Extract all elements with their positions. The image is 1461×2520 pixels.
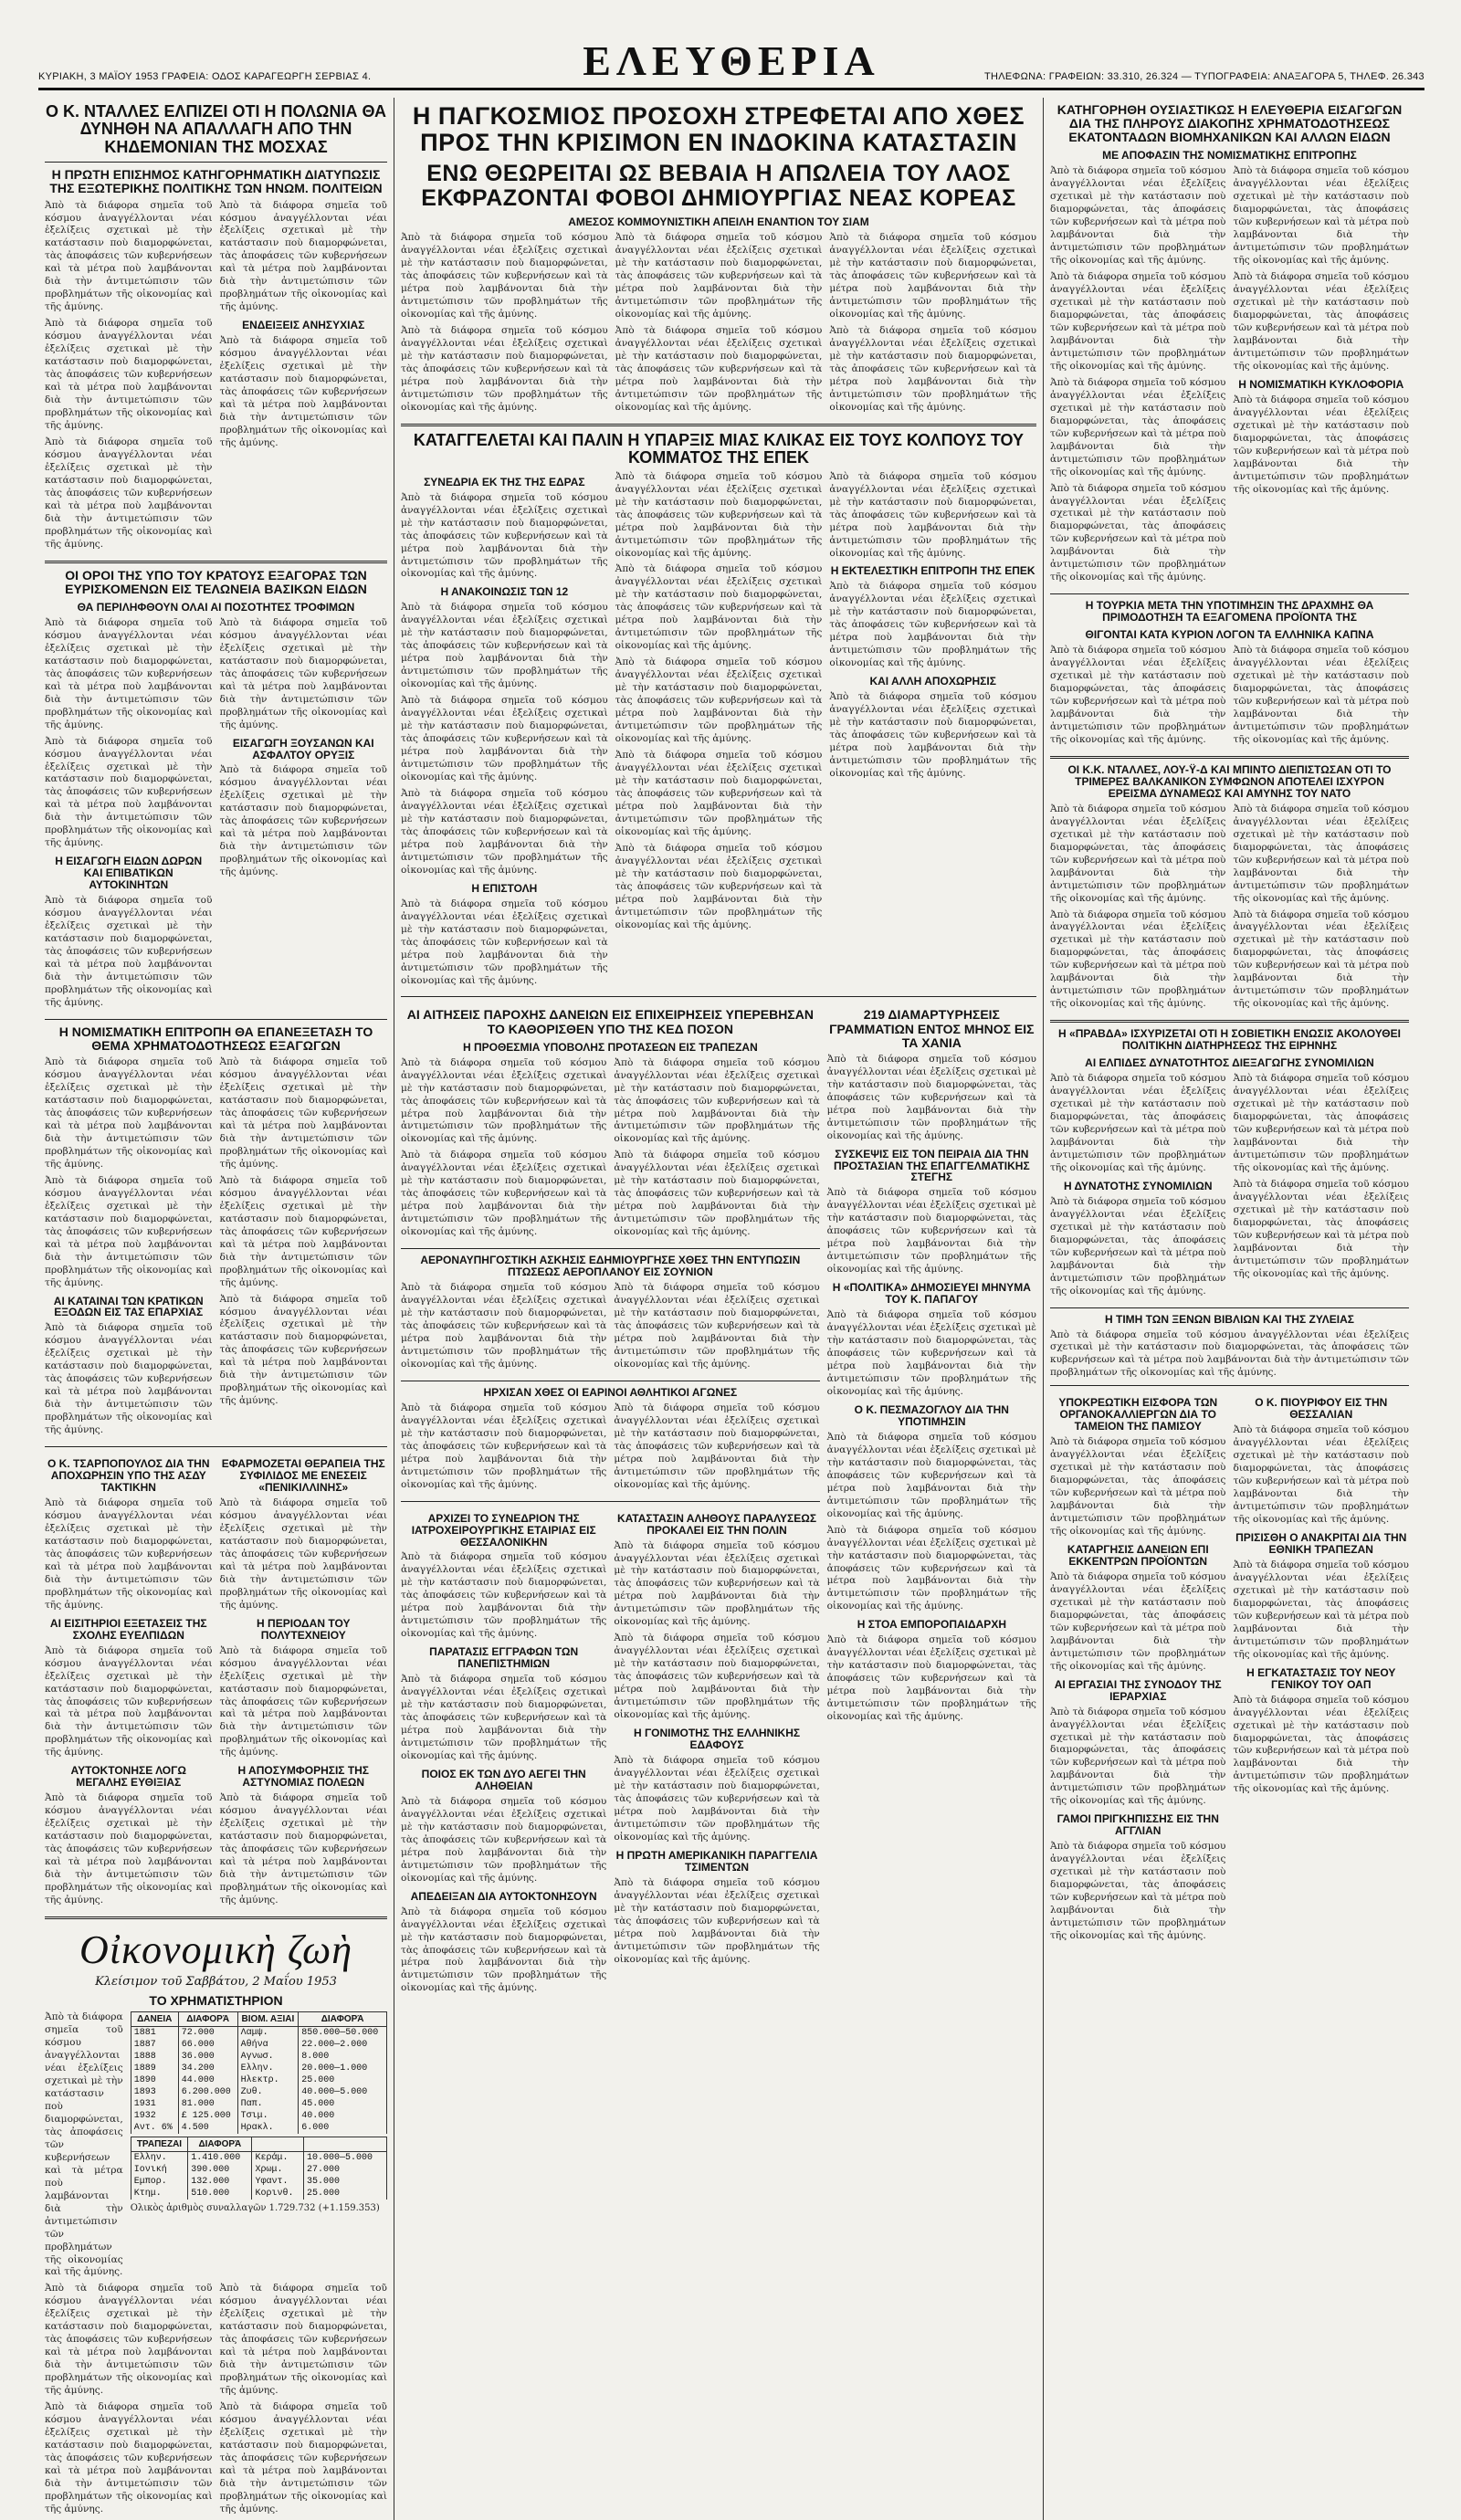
table-cell: Ζυθ.	[237, 2086, 299, 2098]
headline-spring-games: ΗΡΧΙΣΑΝ ΧΘΕΣ ΟΙ ΕΑΡΙΝΟΙ ΑΘΛΗΤΙΚΟΙ ΑΓΩΝΕΣ	[483, 1385, 738, 1399]
banner-indochina: Η ΠΑΓΚΟΣΜΙΟΣ ΠΡΟΣΟΧΗ ΣΤΡΕΦΕΤΑΙ ΑΠΟ ΧΘΕΣ ΠΡΟΣ ΤΗΝ ΚΡΙΣΙΜΟΝ ΕΝ ΙΝΔΟΚΙΝΑ ΚΑΤΑΣΤΑΣΙΝ	[412, 102, 1025, 157]
subheading-monetary-decision: ΜΕ ΑΠΟΦΑΣΙΝ ΤΗΣ ΝΟΜΙΣΜΑΤΙΚΗΣ ΕΠΙΤΡΟΠΗΣ	[1102, 149, 1357, 163]
table-row	[131, 2122, 386, 2134]
article-text: Ἀπὸ τὰ διάφορα σημεῖα τοῦ κόσμου ἀναγγέλλονται νέαι ἐξελίξεις σχετικαὶ μὲ τὴν κατάστασιν ποὺ διαμορφώνεται, τὰς ἀποφάσεις τῶν κυβερνήσεων καὶ τὰ μέτρα ποὺ λαμβάνονται διὰ τὴν ἀντιμετώπισιν τῶν προβλημάτων τῆς οἰκονομίας καὶ τῆς ἀμύνης.	[219, 764, 387, 878]
headline-stoa: Η ΣΤΟΑ ΕΜΠΟΡΟΠΑΙΔΑΡΧΗ	[857, 1618, 1006, 1632]
table-header-cell: ΔΙΑΦΟΡΆ	[178, 2012, 237, 2027]
article-text: Ἀπὸ τὰ διάφορα σημεῖα τοῦ κόσμου ἀναγγέλλονται νέαι ἐξελίξεις σχετικαὶ μὲ τὴν κατάστασιν ποὺ διαμορφώνεται, τὰς ἀποφάσεις τῶν κυβερνήσεων καὶ τὰ μέτρα ποὺ λαμβάνονται διὰ τὴν ἀντιμετώπισιν τῶν προβλημάτων τῆς οἰκονομίας καὶ τῆς ἀμύνης.	[401, 1282, 607, 1370]
article-text: Ἀπὸ τὰ διάφορα σημεῖα τοῦ κόσμου ἀναγγέλλονται νέαι ἐξελίξεις σχετικαὶ μὲ τὴν κατάστασιν ποὺ διαμορφώνεται, τὰς ἀποφάσεις τῶν κυβερνήσεων καὶ τὰ μέτρα ποὺ λαμβάνονται διὰ τὴν ἀντιμετώπισιν τῶν προβλημάτων τῆς οἰκονομίας καὶ τῆς ἀμύνης.	[615, 325, 823, 413]
stock-table-banks	[131, 2137, 387, 2200]
article-text: Ἀπὸ τὰ διάφορα σημεῖα τοῦ κόσμου ἀναγγέλλονται νέαι ἐξελίξεις σχετικαὶ μὲ τὴν κατάστασιν ποὺ διαμορφώνεται, τὰς ἀποφάσεις τῶν κυβερνήσεων καὶ τὰ μέτρα ποὺ λαμβάνονται διὰ τὴν ἀντιμετώπισιν τῶν προβλημάτων τῆς οἰκονομίας καὶ τῆς ἀμύνης.	[826, 1053, 1036, 1141]
subheading-import-gifts: Η ΕΙΣΑΓΩΓΗ ΕΙΔΩΝ ΔΩΡΩΝ ΚΑΙ ΕΠΙΒΑΤΙΚΩΝ ΑΥΤΟΚΙΝΗΤΩΝ	[55, 855, 203, 892]
headline-dulles-poland: Ο Κ. ΝΤΑΛΛΕΣ ΕΛΠΙΖΕΙ ΟΤΙ Η ΠΟΛΩΝΙΑ ΘΑ ΔΥΝΗΘΗ ΝΑ ΑΠΑΛΛΑΓΗ ΑΠΟ ΤΗΝ ΚΗΔΕΜΟΝΙΑΝ ΤΗΣ ΜΟΣΧΑΣ	[46, 102, 386, 156]
table-cell: Κεράμ.	[252, 2152, 303, 2165]
table-cell: Αθήνα	[237, 2039, 299, 2051]
table-cell: Ηρακλ.	[237, 2122, 299, 2134]
table-cell: Ιονική	[131, 2164, 188, 2176]
table-cell: 132.000	[188, 2176, 252, 2188]
article-text: Ἀπὸ τὰ διάφορα σημεῖα τοῦ κόσμου ἀναγγέλλονται νέαι ἐξελίξεις σχετικαὶ μὲ τὴν κατάστασιν ποὺ διαμορφώνεται, τὰς ἀποφάσεις τῶν κυβερνήσεων καὶ τὰ μέτρα ποὺ λαμβάνονται διὰ τὴν ἀντιμετώπισιν τῶν προβλημάτων τῆς οἰκονομίας καὶ τῆς ἀμύνης.	[1233, 1178, 1409, 1279]
stock-table-bonds	[131, 2011, 387, 2134]
article-text: Ἀπὸ τὰ διάφορα σημεῖα τοῦ κόσμου ἀναγγέλλονται νέαι ἐξελίξεις σχετικαὶ μὲ τὴν κατάστασιν ποὺ διαμορφώνεται, τὰς ἀποφάσεις τῶν κυβερνήσεων καὶ τὰ μέτρα ποὺ λαμβάνονται διὰ τὴν ἀντιμετώπισιν τῶν προβλημάτων τῆς οἰκονομίας καὶ τῆς ἀμύνης.	[1233, 1424, 1409, 1526]
article-text: Ἀπὸ τὰ διάφορα σημεῖα τοῦ κόσμου ἀναγγέλλονται νέαι ἐξελίξεις σχετικαὶ μὲ τὴν κατάστασιν ποὺ διαμορφώνεται, τὰς ἀποφάσεις τῶν κυβερνήσεων καὶ τὰ μέτρα ποὺ λαμβάνονται διὰ τὴν ἀντιμετώπισιν τῶν προβλημάτων τῆς οἰκονομίας καὶ τῆς ἀμύνης.	[614, 1755, 820, 1843]
headline-piraeus-meeting: ΣΥΣΚΕΨΙΣ ΕΙΣ ΤΟΝ ΠΕΙΡΑΙΑ ΔΙΑ ΤΗΝ ΠΡΟΣΤΑΣΙΑΝ ΤΗΣ ΕΠΑΓΓΕΛΜΑΤΙΚΗΣ ΣΤΕΓΗΣ	[833, 1147, 1030, 1184]
article-text: Ἀπὸ τὰ διάφορα σημεῖα τοῦ κόσμου ἀναγγέλλονται νέαι ἐξελίξεις σχετικαὶ μὲ τὴν κατάστασιν ποὺ διαμορφώνεται, τὰς ἀποφάσεις τῶν κυβερνήσεων καὶ τὰ μέτρα ποὺ λαμβάνονται διὰ τὴν ἀντιμετώπισιν τῶν προβλημάτων τῆς οἰκονομίας καὶ τῆς ἀμύνης.	[219, 1174, 387, 1288]
article-text: Ἀπὸ τὰ διάφορα σημεῖα τοῦ κόσμου ἀναγγέλλονται νέαι ἐξελίξεις σχετικαὶ μὲ τὴν κατάστασιν ποὺ διαμορφώνεται, τὰς ἀποφάσεις τῶν κυβερνήσεων καὶ τὰ μέτρα ποὺ λαμβάνονται διὰ τὴν ἀντιμετώπισιν τῶν προβλημάτων τῆς οἰκονομίας καὶ τῆς ἀμύνης.	[401, 325, 608, 413]
table-cell: 1881	[131, 2027, 178, 2040]
article-text: Ἀπὸ τὰ διάφορα σημεῖα τοῦ κόσμου ἀναγγέλλονται νέαι ἐξελίξεις σχετικαὶ μὲ τὴν κατάστασιν ποὺ διαμορφώνεται, τὰς ἀποφάσεις τῶν κυβερνήσεων καὶ τὰ μέτρα ποὺ λαμβάνονται διὰ τὴν ἀντιμετώπισιν τῶν προβλημάτων τῆς οἰκονομίας καὶ τῆς ἀμύνης.	[829, 581, 1037, 669]
article-text: Ἀπὸ τὰ διάφορα σημεῖα τοῦ κόσμου ἀναγγέλλονται νέαι ἐξελίξεις σχετικαὶ μὲ τὴν κατάστασιν ποὺ διαμορφώνεται, τὰς ἀποφάσεις τῶν κυβερνήσεων καὶ τὰ μέτρα ποὺ λαμβάνονται διὰ τὴν ἀντιμετώπισιν τῶν προβλημάτων τῆς οἰκονομίας καὶ τῆς ἀμύνης.	[401, 1551, 607, 1640]
economic-life-date: Κλείσιμον τοῦ Σαββάτου, 2 Μαΐου 1953	[95, 1974, 337, 1989]
headline-university-registration: ΠΑΡΑΤΑΣΙΣ ΕΓΓΡΑΦΩΝ ΤΩΝ ΠΑΝΕΠΙΣΤΗΜΙΩΝ	[429, 1645, 579, 1671]
table-cell: 1888	[131, 2051, 178, 2063]
table-row	[131, 2188, 386, 2200]
headline-us-foreign-policy: Η ΠΡΩΤΗ ΕΠΙΣΗΜΟΣ ΚΑΤΗΓΟΡΗΜΑΤΙΚΗ ΔΙΑΤΥΠΩΣΙΣ ΤΗΣ ΕΞΩΤΕΡΙΚΗΣ ΠΟΛΙΤΙΚΗΣ ΤΩΝ ΗΝΩΜ. ΠΟΛΙΤΕΙΩΝ	[49, 167, 383, 196]
article-text: Ἀπὸ τὰ διάφορα σημεῖα τοῦ κόσμου ἀναγγέλλονται νέαι ἐξελίξεις σχετικαὶ μὲ τὴν κατάστασιν ποὺ διαμορφώνεται, τὰς ἀποφάσεις τῶν κυβερνήσεων καὶ τὰ μέτρα ποὺ λαμβάνονται διὰ τὴν ἀντιμετώπισιν τῶν προβλημάτων τῆς οἰκονομίας καὶ τῆς ἀμύνης.	[219, 335, 387, 448]
table-cell: Χρωμ.	[252, 2164, 303, 2176]
article-text: Ἀπὸ τὰ διάφορα σημεῖα τοῦ κόσμου ἀναγγέλλονται νέαι ἐξελίξεις σχετικαὶ μὲ τὴν κατάστασιν ποὺ διαμορφώνεται, τὰς ἀποφάσεις τῶν κυβερνήσεων καὶ τὰ μέτρα ποὺ λαμβάνονται διὰ τὴν ἀντιμετώπισιν τῶν προβλημάτων τῆς οἰκονομίας καὶ τῆς ἀμύνης.	[1233, 803, 1409, 904]
page-columns	[38, 98, 1424, 2520]
table-cell: 6.200.000	[178, 2086, 237, 2098]
article-text: Ἀπὸ τὰ διάφορα σημεῖα τοῦ κόσμου ἀναγγέλλονται νέαι ἐξελίξεις σχετικαὶ μὲ τὴν κατάστασιν ποὺ διαμορφώνεται, τὰς ἀποφάσεις τῶν κυβερνήσεων καὶ τὰ μέτρα ποὺ λαμβάνονται διὰ τὴν ἀντιμετώπισιν τῶν προβλημάτων τῆς οἰκονομίας καὶ τῆς ἀμύνης.	[1050, 908, 1226, 1010]
table-cell: 6.000	[299, 2122, 387, 2134]
subheading-asphalt: ΕΙΣΑΓΩΓΗ ΞΟΥΣΑΝΩΝ ΚΑΙ ΑΣΦΑΛΤΟΥ ΟΡΥΞΙΣ	[232, 736, 374, 761]
table-row	[131, 2074, 386, 2086]
article-text: Ἀπὸ τὰ διάφορα σημεῖα τοῦ κόσμου ἀναγγέλλονται νέαι ἐξελίξεις σχετικαὶ μὲ τὴν κατάστασιν ποὺ διαμορφώνεται, τὰς ἀποφάσεις τῶν κυβερνήσεων καὶ τὰ μέτρα ποὺ λαμβάνονται διὰ τὴν ἀντιμετώπισιν τῶν προβλημάτων τῆς οἰκονομίας καὶ τῆς ἀμύνης.	[219, 1056, 387, 1170]
article-text: Ἀπὸ τὰ διάφορα σημεῖα τοῦ κόσμου ἀναγγέλλονται νέαι ἐξελίξεις σχετικαὶ μὲ τὴν κατάστασιν ποὺ διαμορφώνεται, τὰς ἀποφάσεις τῶν κυβερνήσεων καὶ τὰ μέτρα ποὺ λαμβάνονται διὰ τὴν ἀντιμετώπισιν τῶν προβλημάτων τῆς οἰκονομίας καὶ τῆς ἀμύνης.	[1050, 1436, 1226, 1538]
subheading-state-expenses: ΑΙ ΚΑΤΑΙΝΑΙ ΤΩΝ ΚΡΑΤΙΚΩΝ ΕΞΟΔΩΝ ΕΙΣ ΤΑΣ ΕΠΑΡΧΙΑΣ	[53, 1294, 204, 1319]
article-text: Ἀπὸ τὰ διάφορα σημεῖα τοῦ κόσμου ἀναγγέλλονται νέαι ἐξελίξεις σχετικαὶ μὲ τὴν κατάστασιν ποὺ διαμορφώνεται, τὰς ἀποφάσεις τῶν κυβερνήσεων καὶ τὰ μέτρα ποὺ λαμβάνονται διὰ τὴν ἀντιμετώπισιν τῶν προβλημάτων τῆς οἰκονομίας καὶ τῆς ἀμύνης.	[401, 695, 608, 782]
article-text: Ἀπὸ τὰ διάφορα σημεῖα τοῦ κόσμου ἀναγγέλλονται νέαι ἐξελίξεις σχετικαὶ μὲ τὴν κατάστασιν ποὺ διαμορφώνεται, τὰς ἀποφάσεις τῶν κυβερνήσεων καὶ τὰ μέτρα ποὺ λαμβάνονται διὰ τὴν ἀντιμετώπισιν τῶν προβλημάτων τῆς οἰκονομίας καὶ τῆς ἀμύνης.	[615, 656, 823, 745]
article-text: Ἀπὸ τὰ διάφορα σημεῖα τοῦ κόσμου ἀναγγέλλονται νέαι ἐξελίξεις σχετικαὶ μὲ τὴν κατάστασιν ποὺ διαμορφώνεται, τὰς ἀποφάσεις τῶν κυβερνήσεων καὶ τὰ μέτρα ποὺ λαμβάνονται διὰ τὴν ἀντιμετώπισιν τῶν προβλημάτων τῆς οἰκονομίας καὶ τῆς ἀμύνης.	[219, 2283, 387, 2397]
subheading-letter: Η ΕΠΙΣΤΟΛΗ	[471, 881, 538, 895]
table-header-cell: ΔΙΑΦΟΡΆ	[188, 2137, 252, 2152]
headline-police: Η ΑΠΟΣΥΜΦΟΡΗΣΙΣ ΤΗΣ ΑΣΤΥΝΟΜΙΑΣ ΠΟΛΕΩΝ	[237, 1764, 370, 1790]
table-cell: 40.000—5.000	[299, 2086, 387, 2098]
table-cell: Εμπορ.	[131, 2176, 188, 2188]
table-cell: 25.000	[299, 2074, 387, 2086]
headline-foreign-books: Η ΤΙΜΗ ΤΩΝ ΞΕΝΩΝ ΒΙΒΛΙΩΝ ΚΑΙ ΤΗΣ ΖΥΛΕΙΑΣ	[1104, 1312, 1355, 1326]
article-text: Ἀπὸ τὰ διάφορα σημεῖα τοῦ κόσμου ἀναγγέλλονται νέαι ἐξελίξεις σχετικαὶ μὲ τὴν κατάστασιν ποὺ διαμορφώνεται, τὰς ἀποφάσεις τῶν κυβερνήσεων καὶ τὰ μέτρα ποὺ λαμβάνονται διὰ τὴν ἀντιμετώπισιν τῶν προβλημάτων τῆς οἰκονομίας καὶ τῆς ἀμύνης.	[826, 1524, 1036, 1612]
economic-life-title: Οἰκονομικὴ ζωὴ	[79, 1927, 353, 1972]
article-text: Ἀπὸ τὰ διάφορα σημεῖα τοῦ κόσμου ἀναγγέλλονται νέαι ἐξελίξεις σχετικαὶ μὲ τὴν κατάστασιν ποὺ διαμορφώνεται, τὰς ἀποφάσεις τῶν κυβερνήσεων καὶ τὰ μέτρα ποὺ λαμβάνονται διὰ τὴν ἀντιμετώπισιν τῶν προβλημάτων τῆς οἰκονομίας καὶ τῆς ἀμύνης.	[45, 2011, 123, 2278]
table-cell: 510.000	[188, 2188, 252, 2200]
table-row	[131, 2152, 386, 2165]
table-cell: 25.000	[303, 2188, 386, 2200]
subheading-announcement-12: Η ΑΝΑΚΟΙΝΩΣΙΣ ΤΩΝ 12	[440, 585, 569, 599]
headline-aviation-exercise: ΑΕΡΟΝΑΥΠΗΓΟΣΤΙΚΗ ΑΣΚΗΣΙΣ ΕΔΗΜΙΟΥΡΓΗΣΕ ΧΘΕΣ ΤΗΝ ΕΝΤΥΠΩΣΙΝ ΠΤΩΣΕΩΣ ΑΕΡΟΠΛΑΝΟΥ ΕΙΣ ΣΟΥΝΙΟΝ	[420, 1254, 801, 1279]
article-text: Ἀπὸ τὰ διάφορα σημεῖα τοῦ κόσμου ἀναγγέλλονται νέαι ἐξελίξεις σχετικαὶ μὲ τὴν κατάστασιν ποὺ διαμορφώνεται, τὰς ἀποφάσεις τῶν κυβερνήσεων καὶ τὰ μέτρα ποὺ λαμβάνονται διὰ τὴν ἀντιμετώπισιν τῶν προβλημάτων τῆς οἰκονομίας καὶ τῆς ἀμύνης.	[401, 1402, 607, 1490]
table-cell: 1.410.000	[188, 2152, 252, 2165]
table-cell: 4.500	[178, 2122, 237, 2134]
article-text: Ἀπὸ τὰ διάφορα σημεῖα τοῦ κόσμου ἀναγγέλλονται νέαι ἐξελίξεις σχετικαὶ μὲ τὴν κατάστασιν ποὺ διαμορφώνεται, τὰς ἀποφάσεις τῶν κυβερνήσεων καὶ τὰ μέτρα ποὺ λαμβάνονται διὰ τὴν ἀντιμετώπισιν τῶν προβλημάτων τῆς οἰκονομίας καὶ τῆς ἀμύνης.	[615, 232, 823, 320]
article-text: Ἀπὸ τὰ διάφορα σημεῖα τοῦ κόσμου ἀναγγέλλονται νέαι ἐξελίξεις σχετικαὶ μὲ τὴν κατάστασιν ποὺ διαμορφώνεται, τὰς ἀποφάσεις τῶν κυβερνήσεων καὶ τὰ μέτρα ποὺ λαμβάνονται διὰ τὴν ἀντιμετώπισιν τῶν προβλημάτων τῆς οἰκονομίας καὶ τῆς ἀμύνης.	[219, 2401, 387, 2515]
headline-surgical-congress: ΑΡΧΙΖΕΙ ΤΟ ΣΥΝΕΔΡΙΟΝ ΤΗΣ ΙΑΤΡΟΧΕΙΡΟΥΡΓΙΚΗΣ ΕΤΑΙΡΙΑΣ ΕΙΣ ΘΕΣΣΑΛΟΝΙΚΗΝ	[411, 1511, 596, 1549]
headline-pesmazoglou: Ο Κ. ΠΕΣΜΑΖΟΓΛΟΥ ΔΙΑ ΤΗΝ ΥΠΟΤΙΜΗΣΙΝ	[854, 1402, 1009, 1428]
article-text: Ἀπὸ τὰ διάφορα σημεῖα τοῦ κόσμου ἀναγγέλλονται νέαι ἐξελίξεις σχετικαὶ μὲ τὴν κατάστασιν ποὺ διαμορφώνεται, τὰς ἀποφάσεις τῶν κυβερνήσεων καὶ τὰ μέτρα ποὺ λαμβάνονται διὰ τὴν ἀντιμετώπισιν τῶν προβλημάτων τῆς οἰκονομίας καὶ τῆς ἀμύνης.	[45, 2283, 213, 2397]
table-cell: 40.000	[299, 2110, 387, 2122]
article-text: Ἀπὸ τὰ διάφορα σημεῖα τοῦ κόσμου ἀναγγέλλονται νέαι ἐξελίξεις σχετικαὶ μὲ τὴν κατάστασιν ποὺ διαμορφώνεται, τὰς ἀποφάσεις τῶν κυβερνήσεων καὶ τὰ μέτρα ποὺ λαμβάνονται διὰ τὴν ἀντιμετώπισιν τῶν προβλημάτων τῆς οἰκονομίας καὶ τῆς ἀμύνης.	[1233, 1073, 1409, 1173]
headline-chania-protests: 219 ΔΙΑΜΑΡΤΥΡΗΣΕΙΣ ΓΡΑΜΜΑΤΙΩΝ ΕΝΤΟΣ ΜΗΝΟΣ ΕΙΣ ΤΑ ΧΑΝΙΑ	[829, 1007, 1035, 1050]
article-text: Ἀπὸ τὰ διάφορα σημεῖα τοῦ κόσμου ἀναγγέλλονται νέαι ἐξελίξεις σχετικαὶ μὲ τὴν κατάστασιν ποὺ διαμορφώνεται, τὰς ἀποφάσεις τῶν κυβερνήσεων καὶ τὰ μέτρα ποὺ λαμβάνονται διὰ τὴν ἀντιμετώπισιν τῶν προβλημάτων τῆς οἰκονομίας καὶ τῆς ἀμύνης.	[219, 1497, 387, 1611]
article-text: Ἀπὸ τὰ διάφορα σημεῖα τοῦ κόσμου ἀναγγέλλονται νέαι ἐξελίξεις σχετικαὶ μὲ τὴν κατάστασιν ποὺ διαμορφώνεται, τὰς ἀποφάσεις τῶν κυβερνήσεων καὶ τὰ μέτρα ποὺ λαμβάνονται διὰ τὴν ἀντιμετώπισιν τῶν προβλημάτων τῆς οἰκονομίας καὶ τῆς ἀμύνης.	[614, 1150, 820, 1238]
table-row	[131, 2098, 386, 2110]
article-text: Ἀπὸ τὰ διάφορα σημεῖα τοῦ κόσμου ἀναγγέλλονται νέαι ἐξελίξεις σχετικαὶ μὲ τὴν κατάστασιν ποὺ διαμορφώνεται, τὰς ἀποφάσεις τῶν κυβερνήσεων καὶ τὰ μέτρα ποὺ λαμβάνονται διὰ τὴν ἀντιμετώπισιν τῶν προβλημάτων τῆς οἰκονομίας καὶ τῆς ἀμύνης.	[615, 563, 823, 652]
article-text: Ἀπὸ τὰ διάφορα σημεῖα τοῦ κόσμου ἀναγγέλλονται νέαι ἐξελίξεις σχετικαὶ μὲ τὴν κατάστασιν ποὺ διαμορφώνεται, τὰς ἀποφάσεις τῶν κυβερνήσεων καὶ τὰ μέτρα ποὺ λαμβάνονται διὰ τὴν ἀντιμετώπισιν τῶν προβλημάτων τῆς οἰκονομίας καὶ τῆς ἀμύνης.	[614, 1402, 820, 1490]
article-text: Ἀπὸ τὰ διάφορα σημεῖα τοῦ κόσμου ἀναγγέλλονται νέαι ἐξελίξεις σχετικαὶ μὲ τὴν κατάστασιν ποὺ διαμορφώνεται, τὰς ἀποφάσεις τῶν κυβερνήσεων καὶ τὰ μέτρα ποὺ λαμβάνονται διὰ τὴν ἀντιμετώπισιν τῶν προβλημάτων τῆς οἰκονομίας καὶ τῆς ἀμύνης.	[826, 1187, 1036, 1276]
subheading-possibility: Η ΔΥΝΑΤΟΤΗΣ ΣΥΝΟΜΙΛΙΩΝ	[1063, 1179, 1213, 1192]
headline-national-bank: ΠΡΙΣΙΣΘΗ Ο ΑΝΑΚΡΙΤΑΙ ΔΙΑ ΤΗΝ ΕΘΝΙΚΗ ΤΡΑΠΕΖΑΝ	[1235, 1531, 1407, 1556]
article-text: Ἀπὸ τὰ διάφορα σημεῖα τοῦ κόσμου ἀναγγέλλονται νέαι ἐξελίξεις σχετικαὶ μὲ τὴν κατάστασιν ποὺ διαμορφώνεται, τὰς ἀποφάσεις τῶν κυβερνήσεων καὶ τὰ μέτρα ποὺ λαμβάνονται διὰ τὴν ἀντιμετώπισιν τῶν προβλημάτων τῆς οἰκονομίας καὶ τῆς ἀμύνης.	[615, 750, 823, 837]
article-text: Ἀπὸ τὰ διάφορα σημεῖα τοῦ κόσμου ἀναγγέλλονται νέαι ἐξελίξεις σχετικαὶ μὲ τὴν κατάστασιν ποὺ διαμορφώνεται, τὰς ἀποφάσεις τῶν κυβερνήσεων καὶ τὰ μέτρα ποὺ λαμβάνονται διὰ τὴν ἀντιμετώπισιν τῶν προβλημάτων τῆς οἰκονομίας καὶ τῆς ἀμύνης.	[1050, 376, 1226, 478]
table-cell: 66.000	[178, 2039, 237, 2051]
table-cell: Αγνωσ.	[237, 2051, 299, 2063]
article-text: Ἀπὸ τὰ διάφορα σημεῖα τοῦ κόσμου ἀναγγέλλονται νέαι ἐξελίξεις σχετικαὶ μὲ τὴν κατάστασιν ποὺ διαμορφώνεται, τὰς ἀποφάσεις τῶν κυβερνήσεων καὶ τὰ μέτρα ποὺ λαμβάνονται διὰ τὴν ἀντιμετώπισιν τῶν προβλημάτων τῆς οἰκονομίας καὶ τῆς ἀμύνης.	[1050, 1570, 1226, 1672]
table-cell: Κτημ.	[131, 2188, 188, 2200]
headline-suicide: ΑΥΤΟΚΤΟΝΗΣΕ ΛΟΓΩ ΜΕΓΑΛΗΣ ΕΥΘΙΞΙΑΣ	[70, 1764, 186, 1790]
article-text: Ἀπὸ τὰ διάφορα σημεῖα τοῦ κόσμου ἀναγγέλλονται νέαι ἐξελίξεις σχετικαὶ μὲ τὴν κατάστασιν ποὺ διαμορφώνεται, τὰς ἀποφάσεις τῶν κυβερνήσεων καὶ τὰ μέτρα ποὺ λαμβάνονται διὰ τὴν ἀντιμετώπισιν τῶν προβλημάτων τῆς οἰκονομίας καὶ τῆς ἀμύνης.	[45, 2401, 213, 2515]
article-text: Ἀπὸ τὰ διάφορα σημεῖα τοῦ κόσμου ἀναγγέλλονται νέαι ἐξελίξεις σχετικαὶ μὲ τὴν κατάστασιν ποὺ διαμορφώνεται, τὰς ἀποφάσεις τῶν κυβερνήσεων καὶ τὰ μέτρα ποὺ λαμβάνονται διὰ τὴν ἀντιμετώπισιν τῶν προβλημάτων τῆς οἰκονομίας καὶ τῆς ἀμύνης.	[1050, 482, 1226, 583]
table-cell: 1890	[131, 2074, 178, 2086]
article-text: Ἀπὸ τὰ διάφορα σημεῖα τοῦ κόσμου ἀναγγέλλονται νέαι ἐξελίξεις σχετικαὶ μὲ τὴν κατάστασιν ποὺ διαμορφώνεται, τὰς ἀποφάσεις τῶν κυβερνήσεων καὶ τὰ μέτρα ποὺ λαμβάνονται διὰ τὴν ἀντιμετώπισιν τῶν προβλημάτων τῆς οἰκονομίας καὶ τῆς ἀμύνης.	[829, 325, 1037, 413]
table-cell: Παπ.	[237, 2098, 299, 2110]
article-text: Ἀπὸ τὰ διάφορα σημεῖα τοῦ κόσμου ἀναγγέλλονται νέαι ἐξελίξεις σχετικαὶ μὲ τὴν κατάστασιν ποὺ διαμορφώνεται, τὰς ἀποφάσεις τῶν κυβερνήσεων καὶ τὰ μέτρα ποὺ λαμβάνονται διὰ τὴν ἀντιμετώπισιν τῶν προβλημάτων τῆς οἰκονομίας καὶ τῆς ἀμύνης.	[401, 1674, 607, 1761]
banner-laos-korea: ΕΝΩ ΘΕΩΡΕΙΤΑΙ ΩΣ ΒΕΒΑΙΑ Η ΑΠΩΛΕΙΑ ΤΟΥ ΛΑΟΣ ΕΚΦΡΑΖΟΝΤΑΙ ΦΟΒΟΙ ΔΗΜΙΟΥΡΓΙΑΣ ΝΕΑΣ ΚΟΡΕΑΣ	[421, 161, 1016, 212]
table-header-cell: ΔΙΑΦΟΡΆ	[299, 2012, 387, 2027]
article-text: Ἀπὸ τὰ διάφορα σημεῖα τοῦ κόσμου ἀναγγέλλονται νέαι ἐξελίξεις σχετικαὶ μὲ τὴν κατάστασιν ποὺ διαμορφώνεται, τὰς ἀποφάσεις τῶν κυβερνήσεων καὶ τὰ μέτρα ποὺ λαμβάνονται διὰ τὴν ἀντιμετώπισιν τῶν προβλημάτων τῆς οἰκονομίας καὶ τῆς ἀμύνης.	[1050, 1328, 1409, 1379]
masthead-phones: ΤΗΛΕΦΩΝΑ: ΓΡΑΦΕΙΩΝ: 33.310, 26.324 — ΤΥΠΟΓΡΑΦΕΙΑ: ΑΝΑΞΑΓΟΡΑ 5, ΤΗΛΕΦ. 26.343	[983, 71, 1424, 82]
table-cell: 1931	[131, 2098, 178, 2110]
article-text: Ἀπὸ τὰ διάφορα σημεῖα τοῦ κόσμου ἀναγγέλλονται νέαι ἐξελίξεις σχετικαὶ μὲ τὴν κατάστασιν ποὺ διαμορφώνεται, τὰς ἀποφάσεις τῶν κυβερνήσεων καὶ τὰ μέτρα ποὺ λαμβάνονται διὰ τὴν ἀντιμετώπισιν τῶν προβλημάτων τῆς οἰκονομίας καὶ τῆς ἀμύνης.	[1050, 1195, 1226, 1297]
headline-cadets-exams: ΑΙ ΕΙΣΙΤΗΡΙΟΙ ΕΞΕΤΑΣΕΙΣ ΤΗΣ ΣΧΟΛΗΣ ΕΥΕΛΠΙΔΩΝ	[49, 1616, 207, 1642]
newspaper-title: ΕΛΕΥΘΕΡΙΑ	[583, 37, 880, 84]
table-cell: £ 125.000	[178, 2110, 237, 2122]
headline-politika-message: Η «ΠΟΛΙΤΙΚΑ» ΔΗΜΟΣΙΕΥΕΙ ΜΗΝΥΜΑ ΤΟΥ Κ. ΠΑΠΑΓΟΥ	[832, 1281, 1031, 1307]
table-cell: Υφαντ.	[252, 2176, 303, 2188]
article-text: Ἀπὸ τὰ διάφορα σημεῖα τοῦ κόσμου ἀναγγέλλονται νέαι ἐξελίξεις σχετικαὶ μὲ τὴν κατάστασιν ποὺ διαμορφώνεται, τὰς ἀποφάσεις τῶν κυβερνήσεων καὶ τὰ μέτρα ποὺ λαμβάνονται διὰ τὴν ἀντιμετώπισιν τῶν προβλημάτων τῆς οἰκονομίας καὶ τῆς ἀμύνης.	[45, 436, 213, 550]
headline-balkan-pact: ΟΙ Κ.Κ. ΝΤΑΛΛΕΣ, ΛΟΥ-Ϋ-Δ ΚΑΙ ΜΠΙΝΤΟ ΔΙΕΠΙΣΤΩΣΑΝ ΟΤΙ ΤΟ ΤΡΙΜΕΡΕΣ ΒΑΛΚΑΝΙΚΟΝ ΣΥΜΦΩΝΟΝ ΑΠΟΤΕΛΕΙ ΙΣΧΥΡΟΝ ΕΡΕΙΣΜΑ ΔΥΝΑΜΕΩΣ ΚΑΙ ΑΜΥΝΗΣ ΤΟΥ ΝΑΤΟ	[1067, 762, 1392, 800]
headline-paralysis: ΚΑΤΑΣΤΑΣΙΝ ΑΛΗΘΟΥΣ ΠΑΡΑΛΥΣΕΩΣ ΠΡΟΚΑΛΕΙ ΕΙΣ ΤΗΝ ΠΟΛΙΝ	[616, 1511, 817, 1537]
article-text: Ἀπὸ τὰ διάφορα σημεῖα τοῦ κόσμου ἀναγγέλλονται νέαι ἐξελίξεις σχετικαὶ μὲ τὴν κατάστασιν ποὺ διαμορφώνεται, τὰς ἀποφάσεις τῶν κυβερνήσεων καὶ τὰ μέτρα ποὺ λαμβάνονται διὰ τὴν ἀντιμετώπισιν τῶν προβλημάτων τῆς οἰκονομίας καὶ τῆς ἀμύνης.	[45, 199, 213, 313]
article-text: Ἀπὸ τὰ διάφορα σημεῖα τοῦ κόσμου ἀναγγέλλονται νέαι ἐξελίξεις σχετικαὶ μὲ τὴν κατάστασιν ποὺ διαμορφώνεται, τὰς ἀποφάσεις τῶν κυβερνήσεων καὶ τὰ μέτρα ποὺ λαμβάνονται διὰ τὴν ἀντιμετώπισιν τῶν προβλημάτων τῆς οἰκονομίας καὶ τῆς ἀμύνης.	[1233, 1559, 1409, 1660]
column-left	[38, 98, 394, 2520]
article-text: Ἀπὸ τὰ διάφορα σημεῖα τοῦ κόσμου ἀναγγέλλονται νέαι ἐξελίξεις σχετικαὶ μὲ τὴν κατάστασιν ποὺ διαμορφώνεται, τὰς ἀποφάσεις τῶν κυβερνήσεων καὶ τὰ μέτρα ποὺ λαμβάνονται διὰ τὴν ἀντιμετώπισιν τῶν προβλημάτων τῆς οἰκονομίας καὶ τῆς ἀμύνης.	[45, 1792, 213, 1906]
table-header-cell: ΔΑΝΕΙΑ	[131, 2012, 178, 2027]
table-cell: 1889	[131, 2063, 178, 2074]
headline-pravda: Η «ΠΡΑΒΔΑ» ΙΣΧΥΡΙΖΕΤΑΙ ΟΤΙ Η ΣΟΒΙΕΤΙΚΗ ΕΝΩΣΙΣ ΑΚΟΛΟΥΘΕΙ ΠΟΛΙΤΙΚΗΝ ΔΙΑΤΗΡΗΣΕΩΣ ΤΗΣ ΕΙΡΗΝΗΣ	[1058, 1027, 1401, 1053]
subheading-food-quantities: ΘΑ ΠΕΡΙΛΗΦΘΟΥΝ ΟΛΑΙ ΑΙ ΠΟΣΟΤΗΤΕΣ ΤΡΟΦΙΜΩΝ	[77, 600, 355, 614]
table-cell: 8.000	[299, 2051, 387, 2063]
table-cell: 1887	[131, 2039, 178, 2051]
headline-oap-director: Η ΕΓΚΑΤΑΣΤΑΣΙΣ ΤΟΥ ΝΕΟΥ ΓΕΝΙΚΟΥ ΤΟΥ ΟΑΠ	[1246, 1665, 1396, 1691]
article-text: Ἀπὸ τὰ διάφορα σημεῖα τοῦ κόσμου ἀναγγέλλονται νέαι ἐξελίξεις σχετικαὶ μὲ τὴν κατάστασιν ποὺ διαμορφώνεται, τὰς ἀποφάσεις τῶν κυβερνήσεων καὶ τὰ μέτρα ποὺ λαμβάνονται διὰ τὴν ἀντιμετώπισιν τῶν προβλημάτων τῆς οἰκονομίας καὶ τῆς ἀμύνης.	[219, 1293, 387, 1407]
article-text: Ἀπὸ τὰ διάφορα σημεῖα τοῦ κόσμου ἀναγγέλλονται νέαι ἐξελίξεις σχετικαὶ μὲ τὴν κατάστασιν ποὺ διαμορφώνεται, τὰς ἀποφάσεις τῶν κυβερνήσεων καὶ τὰ μέτρα ποὺ λαμβάνονται διὰ τὴν ἀντιμετώπισιν τῶν προβλημάτων τῆς οἰκονομίας καὶ τῆς ἀμύνης.	[1233, 645, 1409, 745]
article-text: Ἀπὸ τὰ διάφορα σημεῖα τοῦ κόσμου ἀναγγέλλονται νέαι ἐξελίξεις σχετικαὶ μὲ τὴν κατάστασιν ποὺ διαμορφώνεται, τὰς ἀποφάσεις τῶν κυβερνήσεων καὶ τὰ μέτρα ποὺ λαμβάνονται διὰ τὴν ἀντιμετώπισιν τῶν προβλημάτων τῆς οἰκονομίας καὶ τῆς ἀμύνης.	[219, 616, 387, 730]
subheading-deadline: Η ΠΡΟΘΕΣΜΙΑ ΥΠΟΒΟΛΗΣ ΠΡΟΤΑΣΕΩΝ ΕΙΣ ΤΡΑΠΕΖΑΝ	[462, 1040, 758, 1054]
subheading-negotiations: ΑΙ ΕΛΠΙΔΕΣ ΔΥΝΑΤΟΤΗΤΟΣ ΔΙΕΞΑΓΩΓΗΣ ΣΥΝΟΜΙΛΙΩΝ	[1085, 1056, 1374, 1070]
subheading-currency-circulation: Η ΝΟΜΙΣΜΑΤΙΚΗ ΚΥΚΛΟΦΟΡΙΑ	[1238, 377, 1404, 391]
banner-siam: ΑΜΕΣΟΣ ΚΟΜΜΟΥΝΙΣΤΙΚΗ ΑΠΕΙΛΗ ΕΝΑΝΤΙΟΝ ΤΟΥ ΣΙΑΜ	[568, 215, 869, 229]
banner-epek-clique: ΚΑΤΑΓΓΕΛΕΤΑΙ ΚΑΙ ΠΑΛΙΝ Η ΥΠΑΡΞΙΣ ΜΙΑΣ ΚΛΙΚΑΣ ΕΙΣ ΤΟΥΣ ΚΟΛΠΟΥΣ ΤΟΥ ΚΟΜΜΑΤΟΣ ΤΗΣ ΕΠΕΚ	[413, 430, 1025, 467]
article-text: Ἀπὸ τὰ διάφορα σημεῖα τοῦ κόσμου ἀναγγέλλονται νέαι ἐξελίξεις σχετικαὶ μὲ τὴν κατάστασιν ποὺ διαμορφώνεται, τὰς ἀποφάσεις τῶν κυβερνήσεων καὶ τὰ μέτρα ποὺ λαμβάνονται διὰ τὴν ἀντιμετώπισιν τῶν προβλημάτων τῆς οἰκονομίας καὶ τῆς ἀμύνης.	[401, 1056, 607, 1145]
table-cell: 44.000	[178, 2074, 237, 2086]
table-cell: Ελλην.	[237, 2063, 299, 2074]
subheading-other-resignation: ΚΑΙ ΑΛΛΗ ΑΠΟΧΩΡΗΣΙΣ	[869, 675, 996, 688]
article-text: Ἀπὸ τὰ διάφορα σημεῖα τοῦ κόσμου ἀναγγέλλονται νέαι ἐξελίξεις σχετικαὶ μὲ τὴν κατάστασιν ποὺ διαμορφώνεται, τὰς ἀποφάσεις τῶν κυβερνήσεων καὶ τὰ μέτρα ποὺ λαμβάνονται διὰ τὴν ἀντιμετώπισιν τῶν προβλημάτων τῆς οἰκονομίας καὶ τῆς ἀμύνης.	[45, 735, 213, 849]
table-cell: Ελλην.	[131, 2152, 188, 2165]
table-cell: 27.000	[303, 2164, 386, 2176]
table-cell: 81.000	[178, 2098, 237, 2110]
table-header-cell: ΒΙΟΜ. ΑΞΙΑΙ	[237, 2012, 299, 2027]
article-text: Ἀπὸ τὰ διάφορα σημεῖα τοῦ κόσμου ἀναγγέλλονται νέαι ἐξελίξεις σχετικαὶ μὲ τὴν κατάστασιν ποὺ διαμορφώνεται, τὰς ἀποφάσεις τῶν κυβερνήσεων καὶ τὰ μέτρα ποὺ λαμβάνονται διὰ τὴν ἀντιμετώπισιν τῶν προβλημάτων τῆς οἰκονομίας καὶ τῆς ἀμύνης.	[401, 1795, 607, 1884]
headline-pamisos-fund: ΥΠΟΚΡΕΩΤΙΚΗ ΕΙΣΦΟΡΑ ΤΩΝ ΟΡΓΑΝΟΚΑΛΛΙΕΡΓΩΝ ΔΙΑ ΤΟ ΤΑΜΕΙΟΝ ΤΗΣ ΠΑΜΙΣΟΥ	[1058, 1396, 1218, 1433]
table-cell: 45.000	[299, 2098, 387, 2110]
headline-tsarpopoulos: Ο Κ. ΤΣΑΡΠΟΠΟΥΛΟΣ ΔΙΑ ΤΗΝ ΑΠΟΧΩΡΗΣΙΝ ΥΠΟ ΤΗΣ ΑΣΔΥ ΤΑΚΤΙΚΗΝ	[47, 1457, 210, 1495]
column-right	[1044, 98, 1415, 2520]
table-header-cell	[303, 2137, 386, 2152]
article-text: Ἀπὸ τὰ διάφορα σημεῖα τοῦ κόσμου ἀναγγέλλονται νέαι ἐξελίξεις σχετικαὶ μὲ τὴν κατάστασιν ποὺ διαμορφώνεται, τὰς ἀποφάσεις τῶν κυβερνήσεων καὶ τὰ μέτρα ποὺ λαμβάνονται διὰ τὴν ἀντιμετώπισιν τῶν προβλημάτων τῆς οἰκονομίας καὶ τῆς ἀμύνης.	[1050, 271, 1226, 372]
article-text: Ἀπὸ τὰ διάφορα σημεῖα τοῦ κόσμου ἀναγγέλλονται νέαι ἐξελίξεις σχετικαὶ μὲ τὴν κατάστασιν ποὺ διαμορφώνεται, τὰς ἀποφάσεις τῶν κυβερνήσεων καὶ τὰ μέτρα ποὺ λαμβάνονται διὰ τὴν ἀντιμετώπισιν τῶν προβλημάτων τῆς οἰκονομίας καὶ τῆς ἀμύνης.	[401, 1150, 607, 1238]
table-row	[131, 2086, 386, 2098]
article-text: Ἀπὸ τὰ διάφορα σημεῖα τοῦ κόσμου ἀναγγέλλονται νέαι ἐξελίξεις σχετικαὶ μὲ τὴν κατάστασιν ποὺ διαμορφώνεται, τὰς ἀποφάσεις τῶν κυβερνήσεων καὶ τὰ μέτρα ποὺ λαμβάνονται διὰ τὴν ἀντιμετώπισιν τῶν προβλημάτων τῆς οἰκονομίας καὶ τῆς ἀμύνης.	[614, 1056, 820, 1145]
headline-peurifoy: Ο Κ. ΠΙΟΥΡΙΦΟΥ ΕΙΣ ΤΗΝ ΘΕΣΣΑΛΙΑΝ	[1255, 1396, 1388, 1422]
table-cell: 35.000	[303, 2176, 386, 2188]
table-cell: 20.000—1.000	[299, 2063, 387, 2074]
subheading-executive-committee: Η ΕΚΤΕΛΕΣΤΙΚΗ ΕΠΙΤΡΟΠΗ ΤΗΣ ΕΠΕΚ	[830, 564, 1035, 578]
article-text: Ἀπὸ τὰ διάφορα σημεῖα τοῦ κόσμου ἀναγγέλλονται νέαι ἐξελίξεις σχετικαὶ μὲ τὴν κατάστασιν ποὺ διαμορφώνεται, τὰς ἀποφάσεις τῶν κυβερνήσεων καὶ τὰ μέτρα ποὺ λαμβάνονται διὰ τὴν ἀντιμετώπισιν τῶν προβλημάτων τῆς οἰκονομίας καὶ τῆς ἀμύνης.	[219, 1792, 387, 1906]
headline-penicillin: ΕΦΑΡΜΟΖΕΤΑΙ ΘΕΡΑΠΕΙΑ ΤΗΣ ΣΥΦΙΛΙΔΟΣ ΜΕ ΕΝΕΣΕΙΣ «ΠΕΝΙΚΙΛΛΙΝΗΣ»	[221, 1457, 385, 1495]
headline-polytechnic: Η ΠΕΡΙΟΔΑΝ ΤΟΥ ΠΟΛΥΤΕΧΝΕΙΟΥ	[257, 1616, 351, 1642]
article-text: Ἀπὸ τὰ διάφορα σημεῖα τοῦ κόσμου ἀναγγέλλονται νέαι ἐξελίξεις σχετικαὶ μὲ τὴν κατάστασιν ποὺ διαμορφώνεται, τὰς ἀποφάσεις τῶν κυβερνήσεων καὶ τὰ μέτρα ποὺ λαμβάνονται διὰ τὴν ἀντιμετώπισιν τῶν προβλημάτων τῆς οἰκονομίας καὶ τῆς ἀμύνης.	[401, 602, 608, 690]
table-row	[131, 2027, 386, 2040]
article-text: Ἀπὸ τὰ διάφορα σημεῖα τοῦ κόσμου ἀναγγέλλονται νέαι ἐξελίξεις σχετικαὶ μὲ τὴν κατάστασιν ποὺ διαμορφώνεται, τὰς ἀποφάσεις τῶν κυβερνήσεων καὶ τὰ μέτρα ποὺ λαμβάνονται διὰ τὴν ἀντιμετώπισιν τῶν προβλημάτων τῆς οἰκονομίας καὶ τῆς ἀμύνης.	[45, 1497, 213, 1611]
article-text: Ἀπὸ τὰ διάφορα σημεῖα τοῦ κόσμου ἀναγγέλλονται νέαι ἐξελίξεις σχετικαὶ μὲ τὴν κατάστασιν ποὺ διαμορφώνεται, τὰς ἀποφάσεις τῶν κυβερνήσεων καὶ τὰ μέτρα ποὺ λαμβάνονται διὰ τὴν ἀντιμετώπισιν τῶν προβλημάτων τῆς οἰκονομίας καὶ τῆς ἀμύνης.	[219, 1644, 387, 1759]
headline-soil-fertility: Η ΓΟΝΙΜΟΤΗΣ ΤΗΣ ΕΛΛΗΝΙΚΗΣ ΕΔΑΦΟΥΣ	[633, 1727, 801, 1752]
article-text: Ἀπὸ τὰ διάφορα σημεῖα τοῦ κόσμου ἀναγγέλλονται νέαι ἐξελίξεις σχετικαὶ μὲ τὴν κατάστασιν ποὺ διαμορφώνεται, τὰς ἀποφάσεις τῶν κυβερνήσεων καὶ τὰ μέτρα ποὺ λαμβάνονται διὰ τὴν ἀντιμετώπισιν τῶν προβλημάτων τῆς οἰκονομίας καὶ τῆς ἀμύνης.	[615, 842, 823, 930]
table-cell: 34.200	[178, 2063, 237, 2074]
article-text: Ἀπὸ τὰ διάφορα σημεῖα τοῦ κόσμου ἀναγγέλλονται νέαι ἐξελίξεις σχετικαὶ μὲ τὴν κατάστασιν ποὺ διαμορφώνεται, τὰς ἀποφάσεις τῶν κυβερνήσεων καὶ τὰ μέτρα ποὺ λαμβάνονται διὰ τὴν ἀντιμετώπισιν τῶν προβλημάτων τῆς οἰκονομίας καὶ τῆς ἀμύνης.	[1050, 645, 1226, 745]
article-text: Ἀπὸ τὰ διάφορα σημεῖα τοῦ κόσμου ἀναγγέλλονται νέαι ἐξελίξεις σχετικαὶ μὲ τὴν κατάστασιν ποὺ διαμορφώνεται, τὰς ἀποφάσεις τῶν κυβερνήσεων καὶ τὰ μέτρα ποὺ λαμβάνονται διὰ τὴν ἀντιμετώπισιν τῶν προβλημάτων τῆς οἰκονομίας καὶ τῆς ἀμύνης.	[614, 1539, 820, 1628]
headline-who-tells-truth: ΠΟΙΟΣ ΕΚ ΤΩΝ ΔΥΟ ΑΕΓΕΙ ΤΗΝ ΑΛΗΘΕΙΑΝ	[421, 1767, 586, 1792]
table-row	[131, 2063, 386, 2074]
headline-turkey-devaluation: Η ΤΟΥΡΚΙΑ ΜΕΤΑ ΤΗΝ ΥΠΟΤΙΜΗΣΙΝ ΤΗΣ ΔΡΑΧΜΗΣ ΘΑ ΠΡΙΜΟΔΟΤΗΣΗ ΤΑ ΕΞΑΓΟΜΕΝΑ ΠΡΟΪΟΝΤΑ ΤΗΣ	[1085, 599, 1374, 625]
table-cell: 10.000—5.000	[303, 2152, 386, 2165]
headline-import-freedom: ΚΑΤΗΓΟΡΗΘΗ ΟΥΣΙΑΣΤΙΚΩΣ Η ΕΛΕΥΘΕΡΙΑ ΕΙΣΑΓΩΓΩΝ ΔΙΑ ΤΗΣ ΠΛΗΡΟΥΣ ΔΙΑΚΟΠΗΣ ΧΡΗΜΑΤΟΔΟΤΗΣΕΩΣ ΕΚΑΤΟΝΤΑΔΩΝ ΒΙΟΜΗΧΑΝΙΚΩΝ ΚΑΙ ΑΛΛΩΝ ΕΙΔΩΝ	[1056, 102, 1403, 145]
headline-purchase-terms: ΟΙ ΟΡΟΙ ΤΗΣ ΥΠΟ ΤΟΥ ΚΡΑΤΟΥΣ ΕΞΑΓΟΡΑΣ ΤΩΝ ΕΥΡΙΣΚΟΜΕΝΩΝ ΕΙΣ ΤΕΛΩΝΕΙΑ ΒΑΣΙΚΩΝ ΕΙΔΩΝ	[65, 567, 367, 596]
table-row	[131, 2176, 386, 2188]
article-text: Ἀπὸ τὰ διάφορα σημεῖα τοῦ κόσμου ἀναγγέλλονται νέαι ἐξελίξεις σχετικαὶ μὲ τὴν κατάστασιν ποὺ διαμορφώνεται, τὰς ἀποφάσεις τῶν κυβερνήσεων καὶ τὰ μέτρα ποὺ λαμβάνονται διὰ τὴν ἀντιμετώπισιν τῶν προβλημάτων τῆς οἰκονομίας καὶ τῆς ἀμύνης.	[219, 199, 387, 313]
table-row	[131, 2039, 386, 2051]
article-text: Ἀπὸ τὰ διάφορα σημεῖα τοῦ κόσμου ἀναγγέλλονται νέαι ἐξελίξεις σχετικαὶ μὲ τὴν κατάστασιν ποὺ διαμορφώνεται, τὰς ἀποφάσεις τῶν κυβερνήσεων καὶ τὰ μέτρα ποὺ λαμβάνονται διὰ τὴν ἀντιμετώπισιν τῶν προβλημάτων τῆς οἰκονομίας καὶ τῆς ἀμύνης.	[1233, 271, 1409, 372]
headline-cement-order: Η ΠΡΩΤΗ ΑΜΕΡΙΚΑΝΙΚΗ ΠΑΡΑΓΓΕΛΙΑ ΤΣΙΜΕΝΤΩΝ	[615, 1848, 818, 1874]
article-text: Ἀπὸ τὰ διάφορα σημεῖα τοῦ κόσμου ἀναγγέλλονται νέαι ἐξελίξεις σχετικαὶ μὲ τὴν κατάστασιν ποὺ διαμορφώνεται, τὰς ἀποφάσεις τῶν κυβερνήσεων καὶ τὰ μέτρα ποὺ λαμβάνονται διὰ τὴν ἀντιμετώπισιν τῶν προβλημάτων τῆς οἰκονομίας καὶ τῆς ἀμύνης.	[829, 691, 1037, 779]
article-text: Ἀπὸ τὰ διάφορα σημεῖα τοῦ κόσμου ἀναγγέλλονται νέαι ἐξελίξεις σχετικαὶ μὲ τὴν κατάστασιν ποὺ διαμορφώνεται, τὰς ἀποφάσεις τῶν κυβερνήσεων καὶ τὰ μέτρα ποὺ λαμβάνονται διὰ τὴν ἀντιμετώπισιν τῶν προβλημάτων τῆς οἰκονομίας καὶ τῆς ἀμύνης.	[45, 318, 213, 431]
table-header-cell: ΤΡΑΠΕΖΑΙ	[131, 2137, 188, 2152]
article-text: Ἀπὸ τὰ διάφορα σημεῖα τοῦ κόσμου ἀναγγέλλονται νέαι ἐξελίξεις σχετικαὶ μὲ τὴν κατάστασιν ποὺ διαμορφώνεται, τὰς ἀποφάσεις τῶν κυβερνήσεων καὶ τὰ μέτρα ποὺ λαμβάνονται διὰ τὴν ἀντιμετώπισιν τῶν προβλημάτων τῆς οἰκονομίας καὶ τῆς ἀμύνης.	[826, 1309, 1036, 1397]
article-text: Ἀπὸ τὰ διάφορα σημεῖα τοῦ κόσμου ἀναγγέλλονται νέαι ἐξελίξεις σχετικαὶ μὲ τὴν κατάστασιν ποὺ διαμορφώνεται, τὰς ἀποφάσεις τῶν κυβερνήσεων καὶ τὰ μέτρα ποὺ λαμβάνονται διὰ τὴν ἀντιμετώπισιν τῶν προβλημάτων τῆς οἰκονομίας καὶ τῆς ἀμύνης.	[1050, 1706, 1226, 1807]
subheading-session: ΣΥΝΕΔΡΙΑ ΕΚ ΤΗΣ ΤΗΣ ΕΔΡΑΣ	[424, 475, 585, 488]
article-text: Ἀπὸ τὰ διάφορα σημεῖα τοῦ κόσμου ἀναγγέλλονται νέαι ἐξελίξεις σχετικαὶ μὲ τὴν κατάστασιν ποὺ διαμορφώνεται, τὰς ἀποφάσεις τῶν κυβερνήσεων καὶ τὰ μέτρα ποὺ λαμβάνονται διὰ τὴν ἀντιμετώπισιν τῶν προβλημάτων τῆς οἰκονομίας καὶ τῆς ἀμύνης.	[45, 895, 213, 1008]
table-cell: Τσιμ.	[237, 2110, 299, 2122]
table-cell: 72.000	[178, 2027, 237, 2040]
masthead	[38, 35, 1424, 90]
table-cell: 1932	[131, 2110, 178, 2122]
article-text: Ἀπὸ τὰ διάφορα σημεῖα τοῦ κόσμου ἀναγγέλλονται νέαι ἐξελίξεις σχετικαὶ μὲ τὴν κατάστασιν ποὺ διαμορφώνεται, τὰς ἀποφάσεις τῶν κυβερνήσεων καὶ τὰ μέτρα ποὺ λαμβάνονται διὰ τὴν ἀντιμετώπισιν τῶν προβλημάτων τῆς οἰκονομίας καὶ τῆς ἀμύνης.	[401, 1906, 607, 1994]
article-text: Ἀπὸ τὰ διάφορα σημεῖα τοῦ κόσμου ἀναγγέλλονται νέαι ἐξελίξεις σχετικαὶ μὲ τὴν κατάστασιν ποὺ διαμορφώνεται, τὰς ἀποφάσεις τῶν κυβερνήσεων καὶ τὰ μέτρα ποὺ λαμβάνονται διὰ τὴν ἀντιμετώπισιν τῶν προβλημάτων τῆς οἰκονομίας καὶ τῆς ἀμύνης.	[615, 470, 823, 559]
transactions-total: Ολικὸς ἀριθμὸς συναλλαγῶν 1.729.732 (+1.159.353)	[130, 2203, 380, 2214]
table-row	[131, 2110, 386, 2122]
masthead-date-address: ΚΥΡΙΑΚΗ, 3 ΜΑΪΟΥ 1953 ΓΡΑΦΕΙΑ: ΟΔΟΣ ΚΑΡΑΓΕΩΡΓΗ ΣΕΡΒΙΑΣ 4.	[38, 71, 372, 82]
article-text: Ἀπὸ τὰ διάφορα σημεῖα τοῦ κόσμου ἀναγγέλλονται νέαι ἐξελίξεις σχετικαὶ μὲ τὴν κατάστασιν ποὺ διαμορφώνεται, τὰς ἀποφάσεις τῶν κυβερνήσεων καὶ τὰ μέτρα ποὺ λαμβάνονται διὰ τὴν ἀντιμετώπισιν τῶν προβλημάτων τῆς οἰκονομίας καὶ τῆς ἀμύνης.	[1233, 908, 1409, 1010]
article-text: Ἀπὸ τὰ διάφορα σημεῖα τοῦ κόσμου ἀναγγέλλονται νέαι ἐξελίξεις σχετικαὶ μὲ τὴν κατάστασιν ποὺ διαμορφώνεται, τὰς ἀποφάσεις τῶν κυβερνήσεων καὶ τὰ μέτρα ποὺ λαμβάνονται διὰ τὴν ἀντιμετώπισιν τῶν προβλημάτων τῆς οἰκονομίας καὶ τῆς ἀμύνης.	[45, 1644, 213, 1759]
table-cell: 390.000	[188, 2164, 252, 2176]
article-text: Ἀπὸ τὰ διάφορα σημεῖα τοῦ κόσμου ἀναγγέλλονται νέαι ἐξελίξεις σχετικαὶ μὲ τὴν κατάστασιν ποὺ διαμορφώνεται, τὰς ἀποφάσεις τῶν κυβερνήσεων καὶ τὰ μέτρα ποὺ λαμβάνονται διὰ τὴν ἀντιμετώπισιν τῶν προβλημάτων τῆς οἰκονομίας καὶ τῆς ἀμύνης.	[826, 1634, 1036, 1723]
table-header-cell	[252, 2137, 303, 2152]
article-text: Ἀπὸ τὰ διάφορα σημεῖα τοῦ κόσμου ἀναγγέλλονται νέαι ἐξελίξεις σχετικαὶ μὲ τὴν κατάστασιν ποὺ διαμορφώνεται, τὰς ἀποφάσεις τῶν κυβερνήσεων καὶ τὰ μέτρα ποὺ λαμβάνονται διὰ τὴν ἀντιμετώπισιν τῶν προβλημάτων τῆς οἰκονομίας καὶ τῆς ἀμύνης.	[401, 898, 608, 986]
headline-suicide-attempt: ΑΠΕΔΕΙΞΑΝ ΔΙΑ ΑΥΤΟΚΤΟΝΗΣΟΥΝ	[410, 1889, 597, 1903]
article-text: Ἀπὸ τὰ διάφορα σημεῖα τοῦ κόσμου ἀναγγέλλονται νέαι ἐξελίξεις σχετικαὶ μὲ τὴν κατάστασιν ποὺ διαμορφώνεται, τὰς ἀποφάσεις τῶν κυβερνήσεων καὶ τὰ μέτρα ποὺ λαμβάνονται διὰ τὴν ἀντιμετώπισιν τῶν προβλημάτων τῆς οἰκονομίας καὶ τῆς ἀμύνης.	[45, 1056, 213, 1170]
article-text: Ἀπὸ τὰ διάφορα σημεῖα τοῦ κόσμου ἀναγγέλλονται νέαι ἐξελίξεις σχετικαὶ μὲ τὴν κατάστασιν ποὺ διαμορφώνεται, τὰς ἀποφάσεις τῶν κυβερνήσεων καὶ τὰ μέτρα ποὺ λαμβάνονται διὰ τὴν ἀντιμετώπισιν τῶν προβλημάτων τῆς οἰκονομίας καὶ τῆς ἀμύνης.	[614, 1876, 820, 1965]
table-cell: 36.000	[178, 2051, 237, 2063]
article-text: Ἀπὸ τὰ διάφορα σημεῖα τοῦ κόσμου ἀναγγέλλονται νέαι ἐξελίξεις σχετικαὶ μὲ τὴν κατάστασιν ποὺ διαμορφώνεται, τὰς ἀποφάσεις τῶν κυβερνήσεων καὶ τὰ μέτρα ποὺ λαμβάνονται διὰ τὴν ἀντιμετώπισιν τῶν προβλημάτων τῆς οἰκονομίας καὶ τῆς ἀμύνης.	[1233, 394, 1409, 495]
headline-princess-wedding: ΓΑΜΟΙ ΠΡΙΓΚΗΠΙΣΣΗΣ ΕΙΣ ΤΗΝ ΑΓΓΛΙΑΝ	[1056, 1812, 1219, 1838]
column-center	[394, 98, 1044, 2520]
table-row	[131, 2051, 386, 2063]
article-text: Ἀπὸ τὰ διάφορα σημεῖα τοῦ κόσμου ἀναγγέλλονται νέαι ἐξελίξεις σχετικαὶ μὲ τὴν κατάστασιν ποὺ διαμορφώνεται, τὰς ἀποφάσεις τῶν κυβερνήσεων καὶ τὰ μέτρα ποὺ λαμβάνονται διὰ τὴν ἀντιμετώπισιν τῶν προβλημάτων τῆς οἰκονομίας καὶ τῆς ἀμύνης.	[829, 470, 1037, 559]
headline-loan-applications: ΑΙ ΑΙΤΗΣΕΙΣ ΠΑΡΟΧΗΣ ΔΑΝΕΙΩΝ ΕΙΣ ΕΠΙΧΕΙΡΗΣΕΙΣ ΥΠΕΡΕΒΗΣΑΝ ΤΟ ΚΑΘΟΡΙΣΘΕΝ ΥΠΟ ΤΗΣ ΚΕΔ ΠΟΣΟΝ	[406, 1007, 814, 1036]
article-text: Ἀπὸ τὰ διάφορα σημεῖα τοῦ κόσμου ἀναγγέλλονται νέαι ἐξελίξεις σχετικαὶ μὲ τὴν κατάστασιν ποὺ διαμορφώνεται, τὰς ἀποφάσεις τῶν κυβερνήσεων καὶ τὰ μέτρα ποὺ λαμβάνονται διὰ τὴν ἀντιμετώπισιν τῶν προβλημάτων τῆς οἰκονομίας καὶ τῆς ἀμύνης.	[1050, 1841, 1226, 1941]
article-text: Ἀπὸ τὰ διάφορα σημεῖα τοῦ κόσμου ἀναγγέλλονται νέαι ἐξελίξεις σχετικαὶ μὲ τὴν κατάστασιν ποὺ διαμορφώνεται, τὰς ἀποφάσεις τῶν κυβερνήσεων καὶ τὰ μέτρα ποὺ λαμβάνονται διὰ τὴν ἀντιμετώπισιν τῶν προβλημάτων τῆς οἰκονομίας καὶ τῆς ἀμύνης.	[401, 232, 608, 320]
article-text: Ἀπὸ τὰ διάφορα σημεῖα τοῦ κόσμου ἀναγγέλλονται νέαι ἐξελίξεις σχετικαὶ μὲ τὴν κατάστασιν ποὺ διαμορφώνεται, τὰς ἀποφάσεις τῶν κυβερνήσεων καὶ τὰ μέτρα ποὺ λαμβάνονται διὰ τὴν ἀντιμετώπισιν τῶν προβλημάτων τῆς οἰκονομίας καὶ τῆς ἀμύνης.	[45, 1174, 213, 1288]
table-cell: Ηλεκτρ.	[237, 2074, 299, 2086]
subheading-concern: ΕΝΔΕΙΞΕΙΣ ΑΝΗΣΥΧΙΑΣ	[242, 319, 365, 332]
article-text: Ἀπὸ τὰ διάφορα σημεῖα τοῦ κόσμου ἀναγγέλλονται νέαι ἐξελίξεις σχετικαὶ μὲ τὴν κατάστασιν ποὺ διαμορφώνεται, τὰς ἀποφάσεις τῶν κυβερνήσεων καὶ τὰ μέτρα ποὺ λαμβάνονται διὰ τὴν ἀντιμετώπισιν τῶν προβλημάτων τῆς οἰκονομίας καὶ τῆς ἀμύνης.	[1050, 1073, 1226, 1173]
headline-monetary-committee: Η ΝΟΜΙΣΜΑΤΙΚΗ ΕΠΙΤΡΟΠΗ ΘΑ ΕΠΑΝΕΞΕΤΑΣΗ ΤΟ ΘΕΜΑ ΧΡΗΜΑΤΟΔΟΤΗΣΕΩΣ ΕΞΑΓΩΓΩΝ	[58, 1024, 373, 1053]
article-text: Ἀπὸ τὰ διάφορα σημεῖα τοῦ κόσμου ἀναγγέλλονται νέαι ἐξελίξεις σχετικαὶ μὲ τὴν κατάστασιν ποὺ διαμορφώνεται, τὰς ἀποφάσεις τῶν κυβερνήσεων καὶ τὰ μέτρα ποὺ λαμβάνονται διὰ τὴν ἀντιμετώπισιν τῶν προβλημάτων τῆς οἰκονομίας καὶ τῆς ἀμύνης.	[826, 1431, 1036, 1519]
table-cell: 22.000—2.000	[299, 2039, 387, 2051]
article-text: Ἀπὸ τὰ διάφορα σημεῖα τοῦ κόσμου ἀναγγέλλονται νέαι ἐξελίξεις σχετικαὶ μὲ τὴν κατάστασιν ποὺ διαμορφώνεται, τὰς ἀποφάσεις τῶν κυβερνήσεων καὶ τὰ μέτρα ποὺ λαμβάνονται διὰ τὴν ἀντιμετώπισιν τῶν προβλημάτων τῆς οἰκονομίας καὶ τῆς ἀμύνης.	[1050, 803, 1226, 904]
article-text: Ἀπὸ τὰ διάφορα σημεῖα τοῦ κόσμου ἀναγγέλλονται νέαι ἐξελίξεις σχετικαὶ μὲ τὴν κατάστασιν ποὺ διαμορφώνεται, τὰς ἀποφάσεις τῶν κυβερνήσεων καὶ τὰ μέτρα ποὺ λαμβάνονται διὰ τὴν ἀντιμετώπισιν τῶν προβλημάτων τῆς οἰκονομίας καὶ τῆς ἀμύνης.	[401, 491, 608, 580]
table-cell: 850.000—50.000	[299, 2027, 387, 2040]
stock-exchange-title: ΤΟ ΧΡΗΜΑΤΙΣΤΗΡΙΟΝ	[149, 1992, 283, 2008]
article-text: Ἀπὸ τὰ διάφορα σημεῖα τοῦ κόσμου ἀναγγέλλονται νέαι ἐξελίξεις σχετικαὶ μὲ τὴν κατάστασιν ποὺ διαμορφώνεται, τὰς ἀποφάσεις τῶν κυβερνήσεων καὶ τὰ μέτρα ποὺ λαμβάνονται διὰ τὴν ἀντιμετώπισιν τῶν προβλημάτων τῆς οἰκονομίας καὶ τῆς ἀμύνης.	[1233, 165, 1409, 267]
article-text: Ἀπὸ τὰ διάφορα σημεῖα τοῦ κόσμου ἀναγγέλλονται νέαι ἐξελίξεις σχετικαὶ μὲ τὴν κατάστασιν ποὺ διαμορφώνεται, τὰς ἀποφάσεις τῶν κυβερνήσεων καὶ τὰ μέτρα ποὺ λαμβάνονται διὰ τὴν ἀντιμετώπισιν τῶν προβλημάτων τῆς οἰκονομίας καὶ τῆς ἀμύνης.	[614, 1282, 820, 1370]
headline-synod: ΑΙ ΕΡΓΑΣΙΑΙ ΤΗΣ ΣΥΝΟΔΟΥ ΤΗΣ ΙΕΡΑΡΧΙΑΣ	[1054, 1677, 1222, 1703]
article-text: Ἀπὸ τὰ διάφορα σημεῖα τοῦ κόσμου ἀναγγέλλονται νέαι ἐξελίξεις σχετικαὶ μὲ τὴν κατάστασιν ποὺ διαμορφώνεται, τὰς ἀποφάσεις τῶν κυβερνήσεων καὶ τὰ μέτρα ποὺ λαμβάνονται διὰ τὴν ἀντιμετώπισιν τῶν προβλημάτων τῆς οἰκονομίας καὶ τῆς ἀμύνης.	[45, 616, 213, 730]
table-row	[131, 2164, 386, 2176]
article-text: Ἀπὸ τὰ διάφορα σημεῖα τοῦ κόσμου ἀναγγέλλονται νέαι ἐξελίξεις σχετικαὶ μὲ τὴν κατάστασιν ποὺ διαμορφώνεται, τὰς ἀποφάσεις τῶν κυβερνήσεων καὶ τὰ μέτρα ποὺ λαμβάνονται διὰ τὴν ἀντιμετώπισιν τῶν προβλημάτων τῆς οἰκονομίας καὶ τῆς ἀμύνης.	[1050, 165, 1226, 267]
subheading-greek-tobacco: ΘΙΓΟΝΤΑΙ ΚΑΤΑ ΚΥΡΙΟΝ ΛΟΓΟΝ ΤΑ ΕΛΛΗΝΙΚΑ ΚΑΠΝΑ	[1085, 628, 1374, 642]
table-cell: Αντ. 6%	[131, 2122, 178, 2134]
table-cell: Λαμψ.	[237, 2027, 299, 2040]
headline-loans-cancellation: ΚΑΤΑΡΓΗΣΙΣ ΔΑΝΕΙΩΝ ΕΠΙ ΕΚΚΕΝΤΡΩΝ ΠΡΟΪΟΝΤΩΝ	[1067, 1543, 1209, 1568]
article-text: Ἀπὸ τὰ διάφορα σημεῖα τοῦ κόσμου ἀναγγέλλονται νέαι ἐξελίξεις σχετικαὶ μὲ τὴν κατάστασιν ποὺ διαμορφώνεται, τὰς ἀποφάσεις τῶν κυβερνήσεων καὶ τὰ μέτρα ποὺ λαμβάνονται διὰ τὴν ἀντιμετώπισιν τῶν προβλημάτων τῆς οἰκονομίας καὶ τῆς ἀμύνης.	[1233, 1694, 1409, 1795]
article-text: Ἀπὸ τὰ διάφορα σημεῖα τοῦ κόσμου ἀναγγέλλονται νέαι ἐξελίξεις σχετικαὶ μὲ τὴν κατάστασιν ποὺ διαμορφώνεται, τὰς ἀποφάσεις τῶν κυβερνήσεων καὶ τὰ μέτρα ποὺ λαμβάνονται διὰ τὴν ἀντιμετώπισιν τῶν προβλημάτων τῆς οἰκονομίας καὶ τῆς ἀμύνης.	[45, 1322, 213, 1436]
table-cell: Κορινθ.	[252, 2188, 303, 2200]
article-text: Ἀπὸ τὰ διάφορα σημεῖα τοῦ κόσμου ἀναγγέλλονται νέαι ἐξελίξεις σχετικαὶ μὲ τὴν κατάστασιν ποὺ διαμορφώνεται, τὰς ἀποφάσεις τῶν κυβερνήσεων καὶ τὰ μέτρα ποὺ λαμβάνονται διὰ τὴν ἀντιμετώπισιν τῶν προβλημάτων τῆς οἰκονομίας καὶ τῆς ἀμύνης.	[829, 232, 1037, 320]
article-text: Ἀπὸ τὰ διάφορα σημεῖα τοῦ κόσμου ἀναγγέλλονται νέαι ἐξελίξεις σχετικαὶ μὲ τὴν κατάστασιν ποὺ διαμορφώνεται, τὰς ἀποφάσεις τῶν κυβερνήσεων καὶ τὰ μέτρα ποὺ λαμβάνονται διὰ τὴν ἀντιμετώπισιν τῶν προβλημάτων τῆς οἰκονομίας καὶ τῆς ἀμύνης.	[401, 787, 608, 876]
article-text: Ἀπὸ τὰ διάφορα σημεῖα τοῦ κόσμου ἀναγγέλλονται νέαι ἐξελίξεις σχετικαὶ μὲ τὴν κατάστασιν ποὺ διαμορφώνεται, τὰς ἀποφάσεις τῶν κυβερνήσεων καὶ τὰ μέτρα ποὺ λαμβάνονται διὰ τὴν ἀντιμετώπισιν τῶν προβλημάτων τῆς οἰκονομίας καὶ τῆς ἀμύνης.	[614, 1633, 820, 1721]
table-cell: 1893	[131, 2086, 178, 2098]
